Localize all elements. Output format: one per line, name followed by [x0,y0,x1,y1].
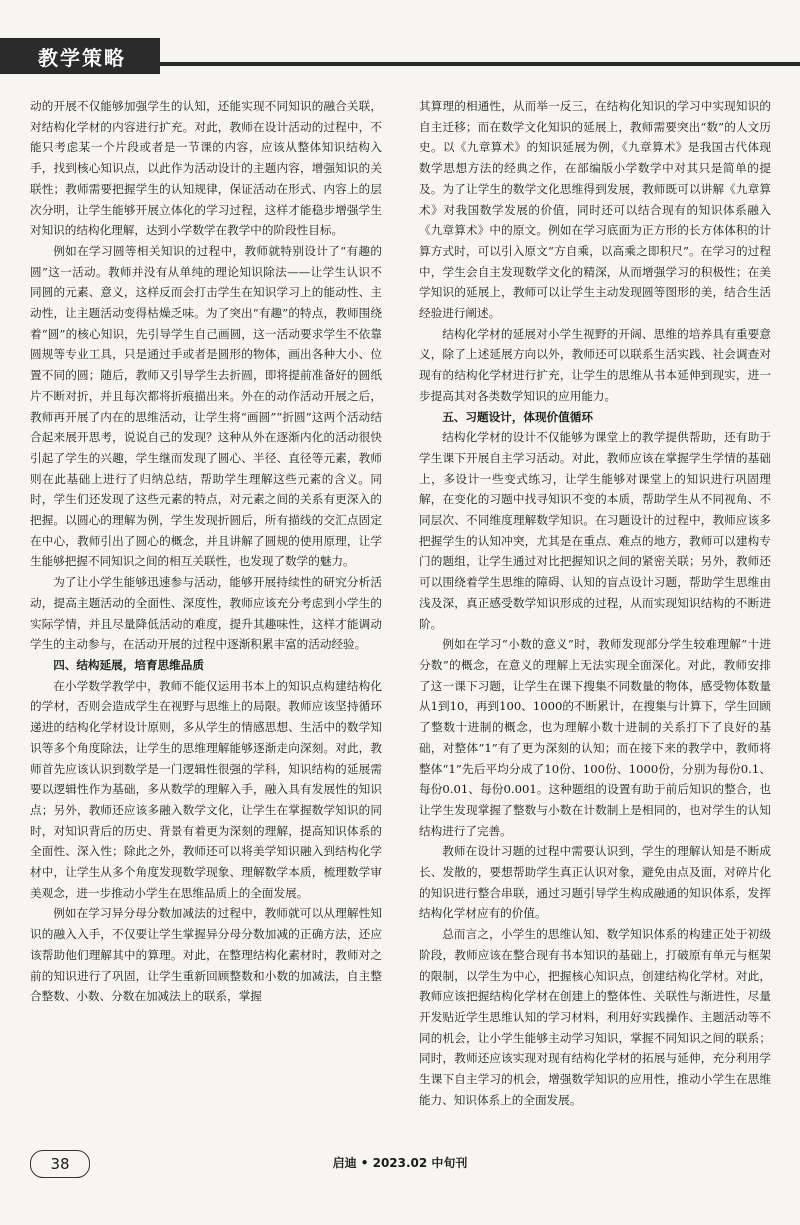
paragraph: 在小学数学教学中，教师不能仅运用书本上的知识点构建结构化的学材，否则会造成学生在视野与思维上的局限。教师应该坚持循环递进的结构化学材设计原则，多从学生的情感思想、生活中的数学知识等多个角度除法，让学生的思维理解能够逐渐走向深刻。对此，教师首先应该认识到数学是一门逻辑性很强的学科，知识结构的延展需要以逻辑性作为基础，多从数学的理解入手，融入具有发展性的知识点；另外，教师还应该多融入数学文化，让学生在掌握数学知识的同时，对知识背后的历史、背景有着更为深刻的理解，提高知识体系的全面性、深入性；除此之外，教师还可以将美学知识融入到结构化学材中，让学生从多个角度发现数学现象、理解数学本质，梳理数学审美观念，进一步推动小学生在思维品质上的全面发展。 [30,678,382,900]
paragraph: 为了让小学生能够迅速参与活动，能够开展持续性的研究分析活动，提高主题活动的全面性、深度性，教师应该充分考虑到小学生的实际学情，并且尽量降低活动的难度，提升其趣味性，这样才能调动学生的主动参与，在活动开展的过程中逐渐积累丰富的活动经验。 [30,575,382,652]
paragraph: 总而言之，小学生的思维认知、数学知识体系的构建正处于初级阶段，教师应该在整合现有书本知识的基础上，打破原有单元与框架的限制，以学生为中心，把握核心知识点，创建结构化学材。对此，教师应该把握结构化学材在创建上的整体性、关联性与渐进性，尽量开发贴近学生思维认知的学习材料，利用好实践操作、主题活动等不同的机会，让小学生能够主动学习知识，掌握不同知识之间的联系；同时，教师还应该实现对现有结构化学材的拓展与延伸，充分利用学生课下自主学习的机会，增强数学知识的应用性，推动小学生在思维能力、知识体系上的全面发展。 [419,927,771,1107]
section-heading: 五、习题设计，体现价值循环 [442,409,593,424]
section-title: 教学策略 [38,46,126,70]
paragraph: 动的开展不仅能够加强学生的认知，还能实现不同知识的融合关联，对结构化学材的内容进行扩充。对此，教师在设计活动的过程中，不能只考虑某一个片段或者是一节课的内容，应该从整体知识结构入手，找到核心知识点，以此作为活动设计的主题内容，增强知识的关联性；教师需要把握学生的认知规律，保证活动在形式、内容上的层次分明，让学生能够开展立体化的学习过程，这样才能稳步增强学生对知识的结构化理解，达到小学数学在教学中的阶段性目标。 [30,99,382,238]
paragraph: 例如在学习圆等相关知识的过程中，教师就特别设计了“有趣的圆”这一活动。教师并没有从单纯的理论知识除法——让学生认识不同圆的元素、意义，这样反而会打击学生在知识学习上的能动性、主动性，让主题活动变得枯燥乏味。为了突出“有趣”的特点，教师围绕着“圆”的核心知识，先引导学生自己画圆，这一活动要求学生不依靠圆规等专业工具，只是通过手或者是圆形的物体，画出各种大小、位置不同的圆；随后，教师又引导学生去折圆，即将提前准备好的圆纸片不断对折，并且每次都将折痕描出来。外在的动作活动开展之后，教师再开展了内在的思维活动，让学生将“画圆”“折圆”这两个活动结合起来展开思考，说说自己的发现？这种从外在逐渐内化的活动很快引起了学生的兴趣，学生继而发现了圆心、半径、直径等元素，教师则在此基础上进行了归纳总结，帮助学生理解这些元素的含义。同时，学生们还发现了这些元素的特点，对元素之间的关系有更深入的把握。以圆心的理解为例，学生发现折圆后，所有描线的交汇点固定在中心，教师引出了圆心的概念，并且讲解了圆规的使用原理，让学生能够把握不同知识之间的相互关联性，也发现了数学的魅力。 [30,243,382,569]
paragraph: 教师在设计习题的过程中需要认识到，学生的理解认知是不断成长、发散的，要想帮助学生真正认识对象，避免由点及面，对碎片化的知识进行整合串联，通过习题引导学生构成融通的知识体系，发挥结构化学材应有的价值。 [419,844,771,921]
right-column [419,96,772,1107]
paragraph: 其算理的相通性，从而举一反三，在结构化知识的学习中实现知识的自主迁移；而在数学文化知识的延展上，教师需要突出“数”的人文历史。以《九章算术》的知识延展为例，《九章算术》是我国古代体现数学思想方法的经典之作，在部编版小学数学中对其只是简单的提及。为了让学生的数学文化思维得到发展，教师既可以讲解《九章算术》对我国数学发展的价值，同时还可以结合现有的知识体系融入《九章算术》中的原文。例如在学习底面为正方形的长方体体积的计算方式时，可以引入原文“方自乘，以高乘之即积尺”。在学习的过程中，学生会自主发现数学文化的精深，从而增强学习的积极性；在美学知识的延展上，教师可以让学生主动发现圆等图形的美，结合生活经验进行阐述。 [419,99,771,321]
paragraph: 结构化学材的设计不仅能够为课堂上的教学提供帮助，还有助于学生课下开展自主学习活动。对此，教师应该在掌握学生学情的基础上，多设计一些变式练习，让学生能够对课堂上的知识进行巩固理解，在变化的习题中找寻知识不变的本质，帮助学生从不同视角、不同层次、不同维度理解数学知识。在习题设计的过程中，教师应该多把握学生的认知冲突，尤其是在重点、难点的地方，教师可以建构专门的题组，让学生通过对比把握知识之间的紧密关联；另外，教师还可以围绕着学生思维的障碍、认知的盲点设计习题，帮助学生思维由浅及深，真正感受数学知识形成的过程，从而实现知识结构的不断进阶。 [419,430,771,631]
journal-issue: 启迪 • 2023.02 中旬刊 [332,1156,468,1170]
paragraph: 结构化学材的延展对小学生视野的开阔、思维的培养具有重要意义，除了上述延展方向以外，教师还可以联系生活实践、社会调查对现有的结构化学材进行扩充，让学生的思维从书本延伸到现实，进一步提高其对各类数学知识的应用能力。 [419,326,771,403]
page-footer [0,1146,800,1186]
paragraph: 例如在学习“小数的意义”时，教师发现部分学生较难理解“十进分数”的概念，在意义的理解上无法实现全面深化。对此，教师安排了这一课下习题，让学生在课下搜集不同数量的物体，感受物体数量从1到10，再到100、1000的不断累计，在搜集与计算下，学生回顾了整数十进制的概念，也为理解小数十进制的关系打下了良好的基础，对整体“1”有了更为深刻的认知；而在接下来的教学中，教师将整体“1”先后平均分成了10份、100份、1000份，分别为每份0.1、每份0.01、每份0.001。这种题组的设置有助于前后知识的整合，也让学生发现掌握了整数与小数在计数制上是相同的，也对学生的认知结构进行了完善。 [419,637,772,838]
section-tab [0,38,160,74]
section-heading: 四、结构延展，培育思维品质 [53,657,204,672]
header-rule [160,62,800,66]
section-header [0,38,800,74]
page-number: 38 [30,1150,90,1178]
left-column [30,96,382,1096]
paragraph: 例如在学习异分母分数加减法的过程中，教师就可以从理解性知识的融入入手，不仅要让学生掌握异分母分数加减的正确方法，还应该帮助他们理解其中的算理。对此，在整理结构化素材时，教师对之前的知识进行了巩固，让学生重新回顾整数和小数的加减法，自主整合整数、小数、分数在加减法上的联系，掌握 [30,906,382,1004]
